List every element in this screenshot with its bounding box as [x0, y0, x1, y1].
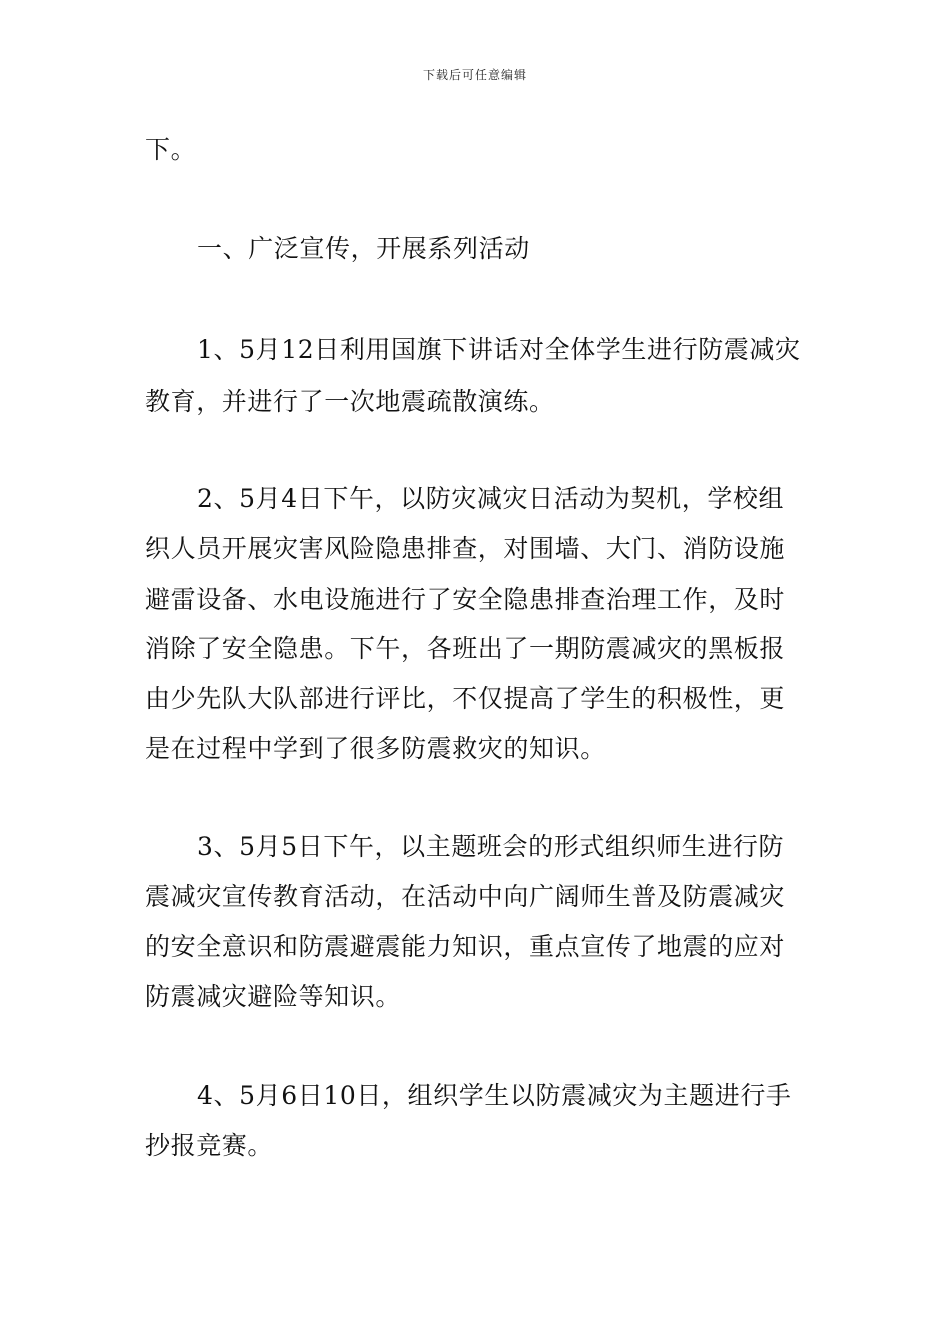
item-3-line-2: 震减灾宣传教育活动，在活动中向广阔师生普及防震减灾 [145, 882, 786, 911]
item-2-line-6: 是在过程中学到了很多防震救灾的知识。 [145, 734, 606, 763]
item-3-line-1: 3、5月5日下午，以主题班会的形式组织师生进行防 [197, 832, 785, 861]
item-2-line-5: 由少先队大队部进行评比，不仅提高了学生的积极性，更 [145, 684, 786, 713]
item-1-line-1: 1、5月12日利用国旗下讲话对全体学生进行防震减灾 [197, 335, 801, 364]
item-1-line-2: 教育，并进行了一次地震疏散演练。 [145, 387, 555, 416]
item-2-line-4: 消除了安全隐患。下午，各班出了一期防震减灾的黑板报 [145, 634, 786, 663]
text-line-continuation: 下。 [145, 135, 197, 164]
item-2-line-1: 2、5月4日下午，以防灾减灾日活动为契机，学校组 [197, 484, 785, 513]
page-header: 下载后可任意编辑 [422, 68, 527, 82]
item-2-line-2: 织人员开展灾害风险隐患排查，对围墙、大门、消防设施 [145, 534, 786, 563]
item-3-line-4: 防震减灾避险等知识。 [145, 982, 402, 1011]
item-4-line-1: 4、5月6日10日，组织学生以防震减灾为主题进行手 [197, 1081, 792, 1110]
section-heading: 一、广泛宣传，开展系列活动 [197, 234, 530, 263]
item-3-line-3: 的安全意识和防震避震能力知识，重点宣传了地震的应对 [145, 932, 786, 961]
item-2-line-3: 避雷设备、水电设施进行了安全隐患排查治理工作，及时 [145, 585, 786, 614]
item-4-line-2: 抄报竞赛。 [145, 1131, 274, 1160]
